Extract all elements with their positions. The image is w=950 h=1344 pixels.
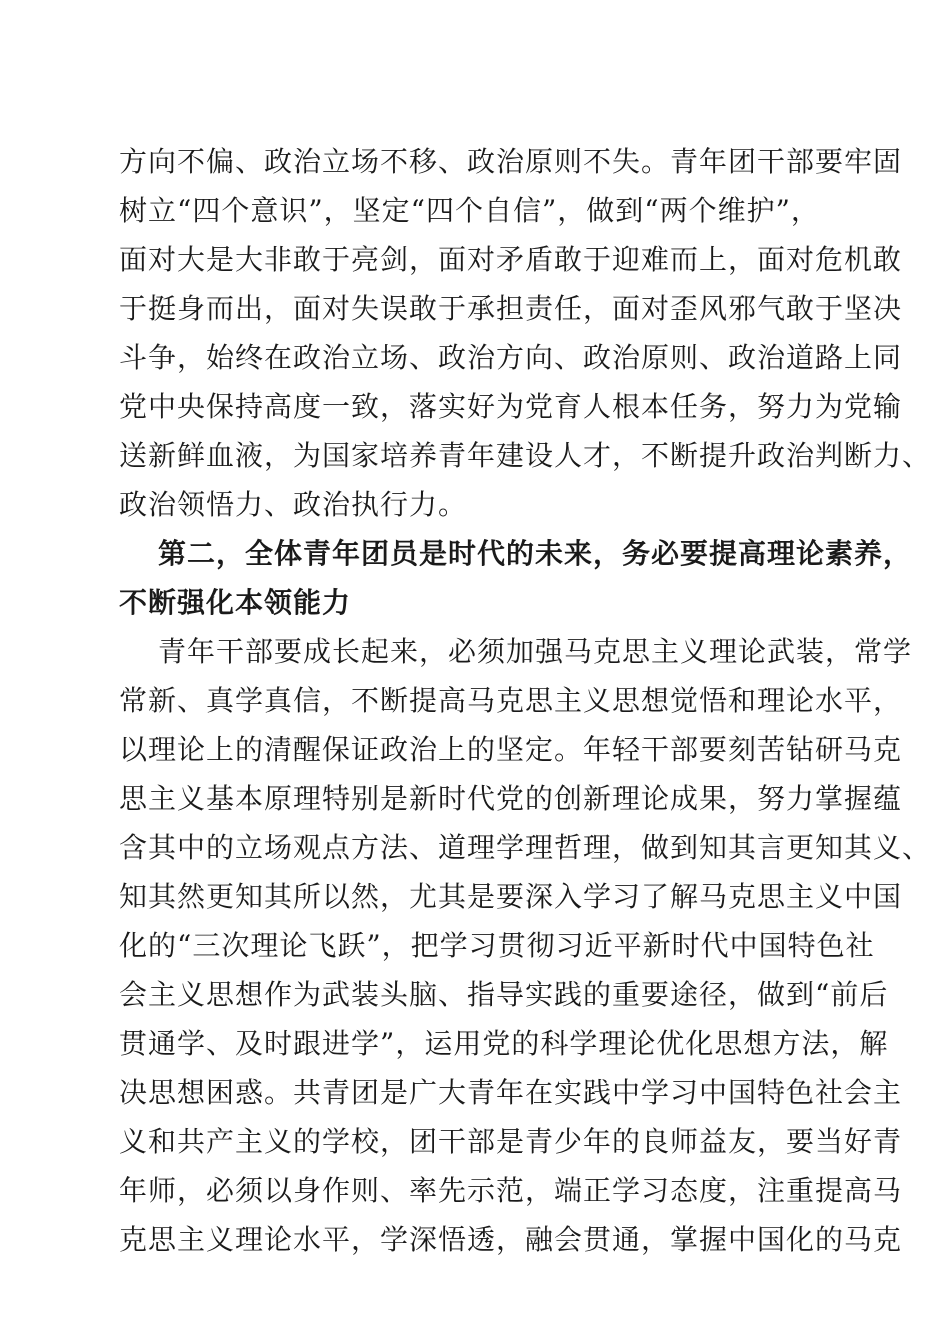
paragraph-line: 方向不偏、政治立场不移、政治原则不失。青年团干部要牢固 — [119, 145, 903, 178]
paragraph-line: 青年干部要成长起来，必须加强马克思主义理论武装，常学 — [158, 635, 913, 668]
paragraph-line: 思主义基本原理特别是新时代党的创新理论成果，努力掌握蕴 — [119, 782, 903, 815]
paragraph-line: 知其然更知其所以然，尤其是要深入学习了解马克思主义中国 — [119, 880, 903, 913]
paragraph-line: 面对大是大非敢于亮剑，面对矛盾敢于迎难而上，面对危机敢 — [119, 243, 903, 276]
paragraph-line: 义和共产主义的学校，团干部是青少年的良师益友，要当好青 — [119, 1125, 903, 1158]
paragraph-line: 送新鲜血液，为国家培养青年建设人才，不断提升政治判断力、 — [119, 439, 932, 472]
paragraph-line: 决思想困惑。共青团是广大青年在实践中学习中国特色社会主 — [119, 1076, 903, 1109]
paragraph-line: 以理论上的清醒保证政治上的坚定。年轻干部要刻苦钻研马克 — [119, 733, 903, 766]
section-heading: 不断强化本领能力 — [119, 586, 352, 619]
paragraph-line: 贯通学、及时跟进学”，运用党的科学理论优化思想方法，解 — [119, 1027, 889, 1060]
paragraph-line: 年师，必须以身作则、率先示范，端正学习态度，注重提高马 — [119, 1174, 903, 1207]
paragraph-line: 于挺身而出，面对失误敢于承担责任，面对歪风邪气敢于坚决 — [119, 292, 903, 325]
paragraph-line: 政治领悟力、政治执行力。 — [119, 488, 468, 521]
section-heading: 第二，全体青年团员是时代的未来，务必要提高理论素养， — [158, 537, 913, 570]
paragraph-line: 含其中的立场观点方法、道理学理哲理，做到知其言更知其义、 — [119, 831, 932, 864]
paragraph-line: 会主义思想作为武装头脑、指导实践的重要途径，做到“前后 — [119, 978, 889, 1011]
paragraph-line: 常新、真学真信，不断提高马克思主义思想觉悟和理论水平， — [119, 684, 903, 717]
paragraph-line: 克思主义理论水平，学深悟透，融会贯通，掌握中国化的马克 — [119, 1223, 903, 1256]
paragraph-line: 斗争，始终在政治立场、政治方向、政治原则、政治道路上同 — [119, 341, 903, 374]
paragraph-line: 化的“三次理论飞跃”，把学习贯彻习近平新时代中国特色社 — [119, 929, 875, 962]
paragraph-line: 党中央保持高度一致，落实好为党育人根本任务，努力为党输 — [119, 390, 903, 423]
paragraph-line: 树立“四个意识”，坚定“四个自信”，做到“两个维护”， — [119, 194, 820, 227]
